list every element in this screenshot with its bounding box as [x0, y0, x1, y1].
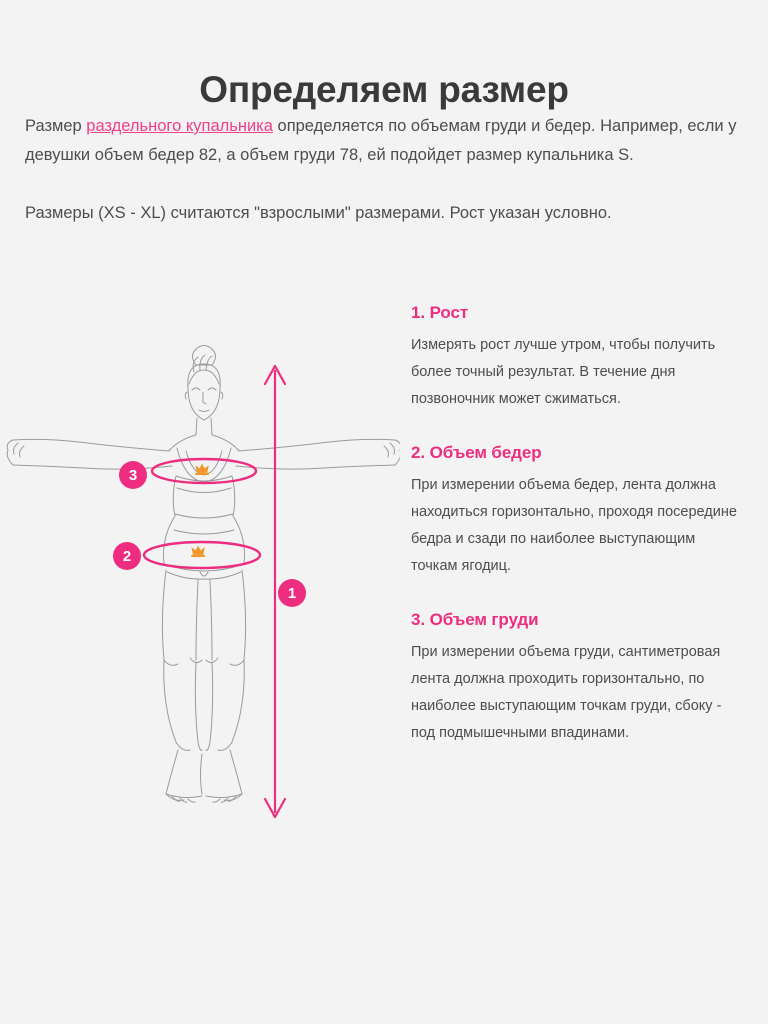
intro-text-after-link: определяется по объемам груди и бедер. Например, если у девушки объем бедер 82, а объем груди 78, ей подойдет размер купальника S.: [25, 117, 737, 164]
crown-icon-bust: [195, 463, 209, 475]
female-body-figure-svg: [0, 280, 400, 850]
page-title: Определяем размер: [199, 68, 569, 110]
measurement-steps-list: [411, 303, 741, 771]
body-measurement-illustration: [0, 280, 400, 850]
step-2-body: При измерении объема бедер, лента должна находиться горизонтально, проходя посередине бедра и сзади по наиболее выступающим точкам ягодиц.: [411, 477, 737, 574]
step-item-bust: [411, 610, 741, 747]
intro-paragraph-2: Размеры (XS - XL) считаются "взрослыми" размерами. Рост указан условно.: [25, 204, 612, 222]
badge-1-height: 1: [278, 579, 306, 607]
intro-text-block: [25, 112, 737, 228]
step-item-hips: [411, 443, 741, 580]
step-1-body: Измерять рост лучше утром, чтобы получить более точный результат. В течение дня позвоночник может сжиматься.: [411, 337, 716, 407]
step-3-body: При измерении объема груди, сантиметровая лента должна проходить горизонтально, по наиболее выступающим точкам груди, сбоку - под подмышечными впадинами.: [411, 644, 722, 741]
step-2-title: 2. Объем бедер: [411, 443, 542, 462]
badge-3-bust: 3: [119, 461, 147, 489]
step-3-title: 3. Объем груди: [411, 610, 539, 629]
crown-icon-hips: [191, 545, 205, 557]
swimsuit-link[interactable]: раздельного купальника: [86, 117, 273, 135]
intro-paragraph-1: [25, 112, 737, 170]
step-item-height: [411, 303, 741, 413]
step-1-title: 1. Рост: [411, 303, 469, 322]
badge-2-hips: 2: [113, 542, 141, 570]
intro-text-before-link: Размер: [25, 117, 87, 135]
